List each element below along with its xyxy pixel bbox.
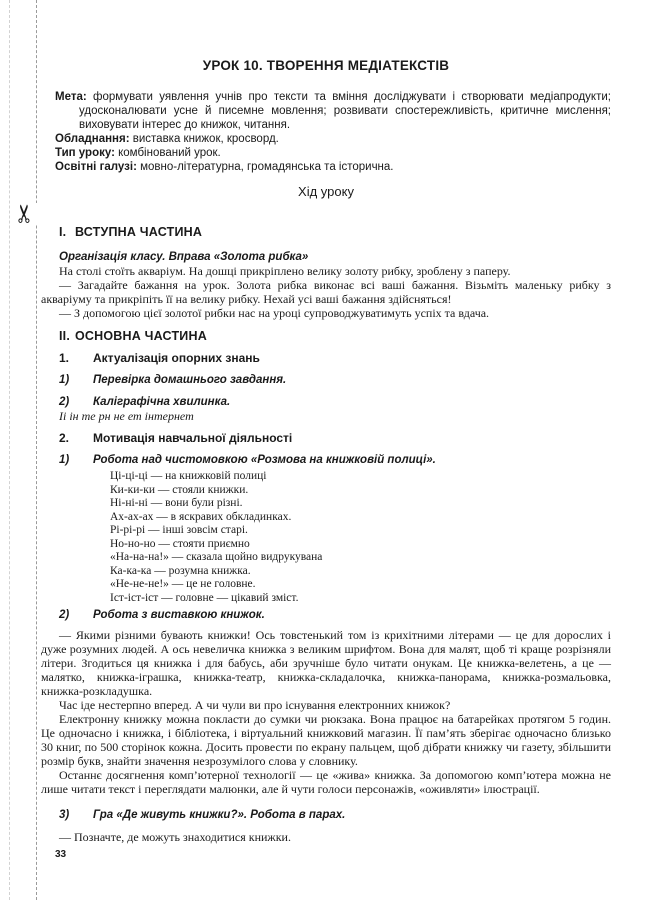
item-text: Каліграфічна хвилинка. xyxy=(93,396,231,408)
lesson-title: УРОК 10. ТВОРЕННЯ МЕДІАТЕКСТІВ xyxy=(202,58,450,73)
meta-label: Тип уроку: xyxy=(55,147,115,159)
section-title: ОСНОВНА ЧАСТИНА xyxy=(75,329,207,343)
section-title: ВСТУПНА ЧАСТИНА xyxy=(75,225,203,239)
paragraph: Останнє досягнення комп’ютерної технології — це «жива» книжка. За допомогою комп’ютера можна не лише читати текст і переглядати малюнки, але й чути голоси персонажів, «оживляти» ілюстрації. xyxy=(41,768,611,796)
numbered-item xyxy=(59,808,611,822)
calligraphy-line: Іі ін те рн не ет інтернет xyxy=(59,409,194,423)
meta-block xyxy=(55,90,611,174)
item-number: 1) xyxy=(59,374,70,386)
paragraph: — З допомогою цієї золотої рибки нас на уроці супроводжуватимуть успіх та вдача. xyxy=(59,306,490,320)
poem xyxy=(110,470,611,605)
item-text: Перевірка домашнього завдання. xyxy=(93,374,287,386)
poem-line: Ки-ки-ки — стояли книжки. xyxy=(110,483,249,496)
flow-heading: Хід уроку xyxy=(298,184,354,199)
meta-row-equipment xyxy=(55,132,611,146)
paragraph: Час іде нестерпно вперед. А чи чули ви про існування електронних книжок? xyxy=(59,698,451,712)
meta-label: Освітні галузі: xyxy=(55,161,137,173)
poem-line: Но-но-но — стояти приємно xyxy=(110,537,250,550)
item-number: 3) xyxy=(59,809,70,821)
item-text: Робота над чистомовкою «Розмова на книжковій полиці». xyxy=(93,454,436,466)
meta-row-meta xyxy=(55,90,611,132)
block-2-heading xyxy=(59,431,611,445)
poem-line: «На-на-на!» — сказала щойно видрукувана xyxy=(110,551,323,563)
numbered-item xyxy=(59,395,611,409)
poem-line: Ці-ці-ці — на книжковій полиці xyxy=(110,470,267,482)
meta-text: комбінований урок. xyxy=(118,147,221,159)
paragraph: Електронну книжку можна покласти до сумки чи рюкзака. Вона працює на батарейках протягом 5 годин. Це одночасно і книжка, і бібліотека, і віртуальний книжковий магазин. Її пам’ять зберігає одночасно близько 30 книг, по 500 сторінок кожна. Досить провести по екрану пальцем, щоб дібрати книжку чи газету, збільшити розмір букв, знайти значення незрозумілого слова у словнику. xyxy=(41,712,611,768)
item-text: Робота з виставкою книжок. xyxy=(93,609,265,621)
block-1-heading xyxy=(59,351,611,365)
meta-text: формувати уявлення учнів про тексти та вміння досліджувати і створювати медіапродукти; удосконалювати усне й писемне мовлення; розвивати спостережливість, критичне мислення; виховувати інтерес до книжок, читання. xyxy=(79,91,611,131)
poem-line: Іст-іст-іст — головне — цікавий зміст. xyxy=(110,591,299,604)
item-number: 2) xyxy=(59,396,70,408)
item-number: 1) xyxy=(59,454,70,466)
numbered-item xyxy=(59,608,611,622)
subheading-org: Організація класу. Вправа «Золота рибка» xyxy=(59,251,309,263)
meta-row-lesson-type xyxy=(55,146,611,160)
paragraph: — Якими різними бувають книжки! Ось товстенький том із крихітними літерами — це для дорослих і дуже розумних людей. А ось невеличка книжка з великим шрифтом. Вона для малят, щоб ті краще розрізняли літери. Згодиться ця книжка і для бабусь, аби зручніше було читати онукам. Це книжка-велетень, а це — малятко, книжка-іграшка, книжка-театр, книжка-складалочка, книжка-панорама, книжка-розмальовка, книжка-розкладушка. xyxy=(41,628,611,698)
poem-line: Рі-рі-рі — інші зовсім старі. xyxy=(110,524,248,536)
meta-label: Мета: xyxy=(55,91,87,103)
poem-line: «Не-не-не!» — це не головне. xyxy=(110,578,256,590)
page-number: 33 xyxy=(55,849,67,860)
poem-line: Ка-ка-ка — розумна книжка. xyxy=(110,564,251,577)
paragraph: — Загадайте бажання на урок. Золота рибка виконає всі ваші бажання. Візьміть маленьку рибку з акваріуму та прикріпіть її на велику рибку. Нехай усі ваші бажання здійсняться! xyxy=(41,278,611,306)
section-2-heading xyxy=(59,329,611,343)
poem-line: Ні-ні-ні — вони були різні. xyxy=(110,497,243,509)
item-number: 2) xyxy=(59,609,70,621)
cut-line-outer xyxy=(9,0,10,900)
paragraph: На столі стоїть акваріум. На дошці прикріплено велику золоту рибку, зроблену з паперу. xyxy=(59,264,511,278)
meta-text: виставка книжок, кросворд. xyxy=(132,133,279,145)
page-content xyxy=(41,0,611,844)
poem-line: Ах-ах-ах — в яскравих обкладинках. xyxy=(110,510,292,523)
meta-text: мовно-літературна, громадянська та історична. xyxy=(140,161,394,173)
section-number: ІІ. xyxy=(59,329,71,343)
section-number: І. xyxy=(59,225,67,239)
numbered-item xyxy=(59,453,611,467)
meta-label: Обладнання: xyxy=(55,133,130,145)
block-title: Мотивація навчальної діяльності xyxy=(93,431,293,445)
paragraph: — Позначте, де можуть знаходитися книжки. xyxy=(59,830,291,844)
meta-row-edu-fields xyxy=(55,160,611,174)
cut-line xyxy=(36,0,37,900)
block-title: Актуалізація опорних знань xyxy=(93,351,260,365)
scissors-icon: ✂ xyxy=(9,203,39,224)
block-number: 2. xyxy=(59,431,70,445)
numbered-item xyxy=(59,373,611,387)
item-text: Гра «Де живуть книжки?». Робота в парах. xyxy=(93,809,346,821)
section-1-heading xyxy=(59,225,611,239)
block-number: 1. xyxy=(59,351,70,365)
